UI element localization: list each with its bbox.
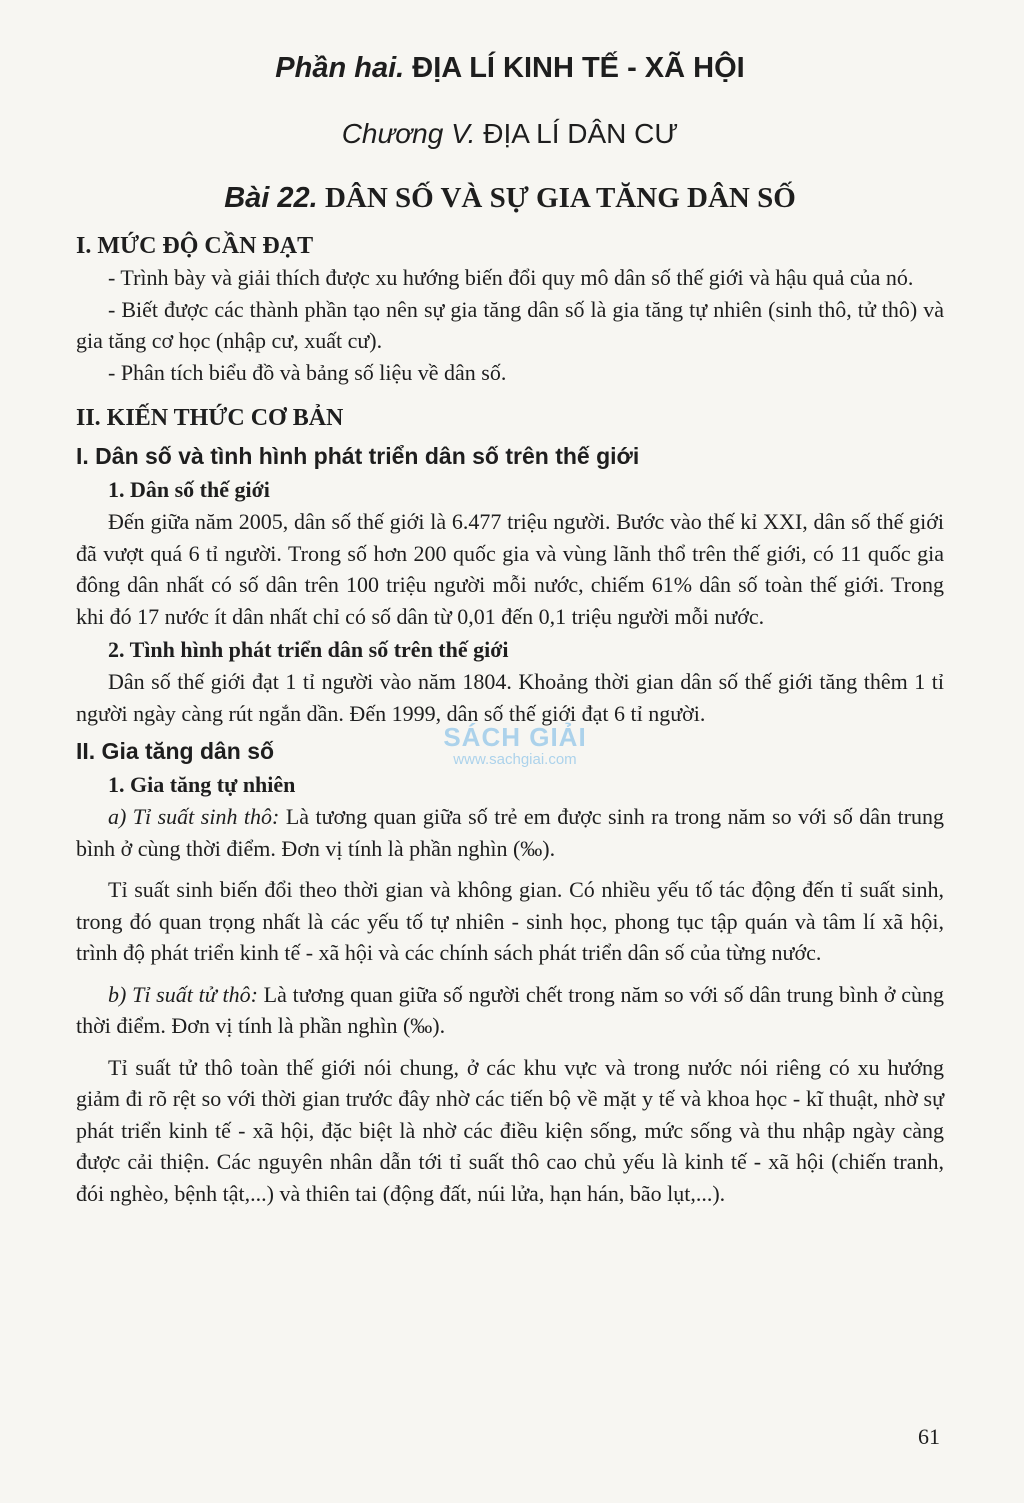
watermark-brand: SÁCH GIẢI: [443, 722, 587, 752]
lesson-heading: [76, 180, 944, 216]
chapter-prefix: Chương V.: [341, 118, 476, 149]
death-rate-paragraph: Tỉ suất tử thô toàn thế giới nói chung, ở các khu vực và trong nước nói riêng có xu hướng giảm đi rõ rệt so với thời gian trước đây nhờ các tiến bộ về mặt y tế và khoa học - kĩ thuật, nhờ sự phát triển kinh tế - xã hội, đặc biệt là nhờ các điều kiện sống, mức sống và thu nhập ngày càng được cải thiện. Các nguyên nhân dẫn tới tỉ suất thô cao chủ yếu là kinh tế - xã hội (chiến tranh, đói nghèo, bệnh tật,...) và thiên tai (động đất, núi lửa, hạn hán, bão lụt,...).: [76, 1054, 944, 1206]
section-2-title: II. KIẾN THỨC CƠ BẢN: [76, 405, 344, 431]
world-population-paragraph: Đến giữa năm 2005, dân số thế giới là 6.477 triệu người. Bước vào thế kỉ XXI, dân số thế giới đã vượt quá 6 tỉ người. Trong số hơn 200 quốc gia và vùng lãnh thổ trên thế giới, có 11 quốc gia đông dân nhất có số dân trên 100 triệu người mỗi nước, chiếm 61% dân số toàn thế giới. Trong khi đó 17 nước ít dân nhất chỉ có số dân từ 0,01 đến 0,1 triệu người mỗi nước.: [76, 509, 944, 629]
birth-rate-paragraph: Tỉ suất sinh biến đổi theo thời gian và không gian. Có nhiều yếu tố tác động đến tỉ suất sinh, trong đó quan trọng nhất là các yếu tố tự nhiên - sinh học, phong tục tập quán và tâm lí xã hội, trình độ phát triển kinh tế - xã hội và các chính sách phát triển dân số của từng nước.: [76, 877, 944, 965]
birth-rate-text: Là tương quan giữa số trẻ em được sinh ra trong năm so với số dân trung bình ở cùng thời điểm. Đơn vị tính là phần nghìn (‰).: [76, 804, 944, 861]
lesson-prefix: Bài 22.: [224, 182, 318, 214]
chapter-heading: [76, 116, 944, 152]
subsection-world-population-title: 1. Dân số thế giới: [108, 477, 270, 502]
subsection-population-growth-title: 2. Tình hình phát triển dân số trên thế giới: [108, 637, 509, 662]
part-title: ĐỊA LÍ KINH TẾ - XÃ HỘI: [412, 52, 745, 84]
chapter-title: ĐỊA LÍ DÂN CƯ: [483, 118, 679, 149]
section-1-title: I. MỨC ĐỘ CẦN ĐẠT: [76, 233, 314, 259]
part-2-title: II. Gia tăng dân số: [76, 738, 275, 764]
page-number: 61: [918, 1424, 940, 1449]
death-rate-text: Là tương quan giữa số người chết trong năm so với số dân trung bình ở cùng thời điểm. Đơn vị tính là phần nghìn (‰).: [76, 981, 944, 1038]
part-prefix: Phần hai.: [275, 52, 405, 84]
birth-rate-label: a) Tỉ suất sinh thô:: [108, 804, 280, 829]
subsection-natural-increase-title: 1. Gia tăng tự nhiên: [108, 772, 296, 797]
part-heading: [76, 50, 944, 86]
birth-rate-definition: [76, 801, 944, 864]
population-growth-paragraph: Dân số thế giới đạt 1 tỉ người vào năm 1804. Khoảng thời gian dân số thế giới tăng thêm 1 tỉ người ngày càng rút ngắn dần. Đến 1999, dân số thế giới đạt 6 tỉ người.: [76, 669, 944, 726]
death-rate-label: b) Tỉ suất tử thô:: [108, 981, 258, 1007]
lesson-title: DÂN SỐ VÀ SỰ GIA TĂNG DÂN SỐ: [324, 182, 796, 214]
objective-item-2: - Biết được các thành phần tạo nên sự gia tăng dân số là gia tăng tự nhiên (sinh thô, tử thô) và gia tăng cơ học (nhập cư, xuất cư).: [76, 296, 944, 353]
watermark-url: www.sachgiai.com: [453, 751, 577, 768]
part-1-title: I. Dân số và tình hình phát triển dân số trên thế giới: [76, 443, 640, 469]
objective-item-1: - Trình bày và giải thích được xu hướng biến đổi quy mô dân số thế giới và hậu quả của nó.: [108, 265, 914, 290]
objective-item-3: - Phân tích biểu đồ và bảng số liệu về dân số.: [108, 359, 507, 385]
document-page: [76, 40, 944, 1209]
death-rate-definition: [76, 979, 944, 1042]
